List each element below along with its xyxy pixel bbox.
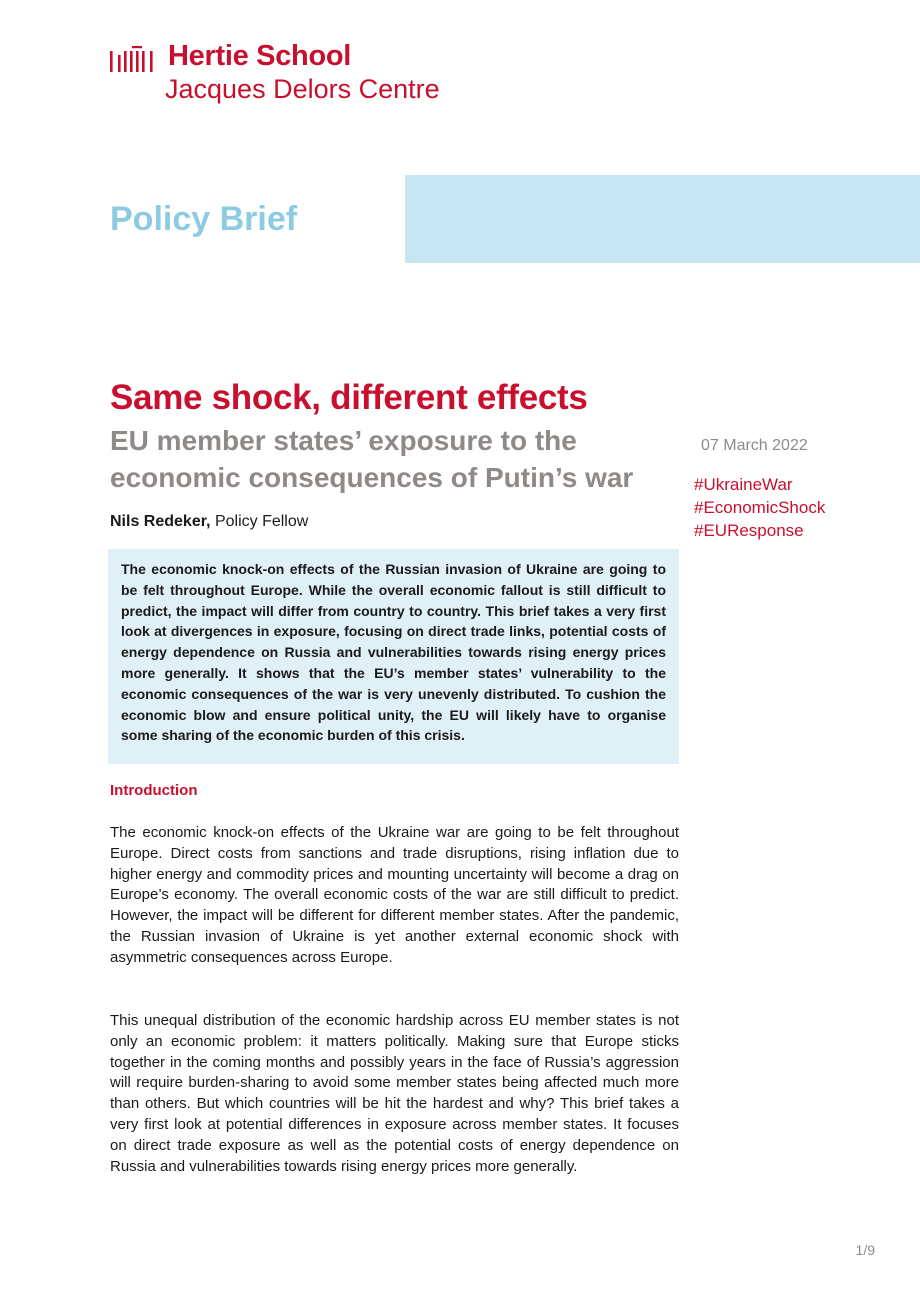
hashtag: #EUResponse: [694, 521, 804, 540]
centre-name: Jacques Delors Centre: [165, 74, 440, 104]
author-line: [110, 513, 308, 531]
section-heading-introduction: Introduction: [110, 782, 198, 799]
author-name: Nils Redeker,: [110, 513, 211, 530]
document-title: Same shock, different effects: [110, 378, 588, 417]
publication-date: 07 March 2022: [701, 437, 808, 454]
body-paragraph: This unequal distribution of the economic hardship across EU member states is not only an economic problem: it matters politically. Making sure that Europe sticks together in the coming months and possibly years in the face of Russia’s aggression will require burden-sharing to avoid some member states being affected much more than others. But which countries will be hit the hardest and why? This brief takes a very first look at potential differences in exposure across member states. It focuses on direct trade exposure as well as the potential costs of energy dependence on Russia and vulnerabilities towards rising energy prices more generally.: [110, 1012, 679, 1175]
hashtag-list: [694, 473, 825, 542]
page-number: 1/9: [855, 1242, 875, 1258]
abstract-box: [108, 549, 679, 764]
subtitle-line: economic consequences of Putin’s war: [110, 462, 634, 493]
body-paragraph: The economic knock-on effects of the Ukraine war are going to be felt throughout Europe. Direct costs from sanctions and trade disruptions, rising inflation due to higher energy and commodity prices and mounting uncertainty will become a drag on Europe’s economy. The overall economic costs of the war are still difficult to predict. However, the impact will be different for different member states. After the pandemic, the Russian invasion of Ukraine is yet another external economic shock with asymmetric consequences across Europe.: [110, 824, 679, 966]
abstract-text: The economic knock-on effects of the Russian invasion of Ukraine are going to be felt throughout Europe. While the overall economic fallout is still difficult to predict, the impact will differ from country to country. This brief takes a very first look at divergences in exposure, focusing on direct trade links, potential costs of energy dependence on Russia and vulnerabilities towards rising energy prices more generally. It shows that the EU’s member states’ vulnerability to the economic consequences of the war is very unevenly distributed. To cushion the economic blow and ensure political unity, the EU will likely have to organise some sharing of the economic burden of this crisis.: [121, 561, 666, 744]
hashtag: #EconomicShock: [694, 498, 826, 517]
columns-logo-icon: [110, 46, 154, 72]
decorative-band: [405, 175, 920, 263]
author-role: Policy Fellow: [214, 513, 309, 530]
institution-name: Hertie School: [168, 40, 352, 72]
document-type-label: Policy Brief: [110, 200, 298, 238]
subtitle-line: EU member states’ exposure to the: [110, 425, 577, 456]
hashtag: #UkraineWar: [694, 475, 793, 494]
document-subtitle: [110, 422, 670, 496]
